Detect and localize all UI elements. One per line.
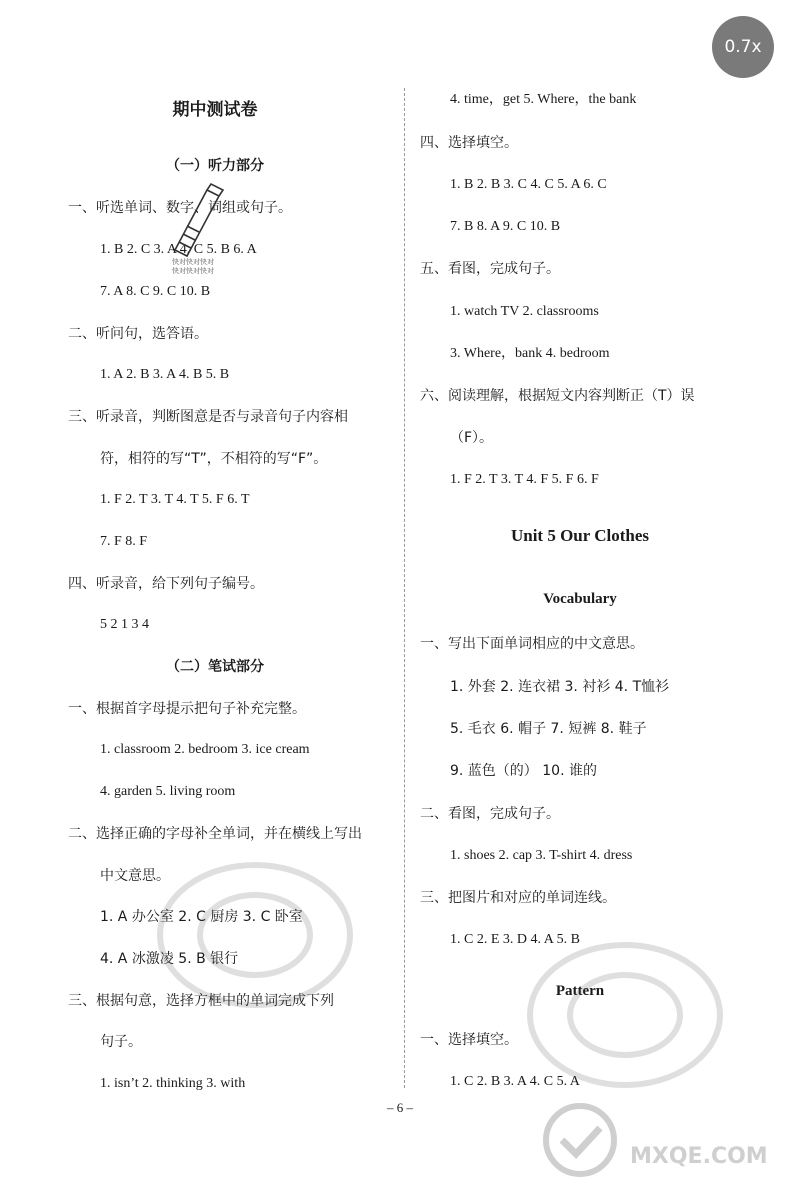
question-listen-3: 三、听录音，判断图意是否与录音句子内容相 <box>68 409 348 425</box>
answer-line: 1. A 办公室 2. C 厨房 3. C 卧室 <box>100 909 303 925</box>
answer-line: 1. 外套 2. 连衣裙 3. 衬衫 4. T恤衫 <box>450 679 670 695</box>
answer-line: 1. F 2. T 3. T 4. F 5. F 6. F <box>450 472 599 487</box>
question-written-1: 一、根据首字母提示把句子补充完整。 <box>68 701 306 717</box>
answer-line: 4. A 冰激凌 5. B 银行 <box>100 951 239 967</box>
question-fill-choice: 四、选择填空。 <box>420 135 518 151</box>
section-title-midterm: 期中测试卷 <box>172 100 258 120</box>
unit-title: Unit 5 Our Clothes <box>510 526 650 545</box>
question-listen-1: 一、听选单词、数字、词组或句子。 <box>68 200 292 216</box>
answer-line: 1. classroom 2. bedroom 3. ice cream <box>100 742 310 757</box>
logo-watermark-icon <box>150 850 360 1020</box>
question-written-3: 三、根据句意，选择方框中的单词完成下列 <box>68 993 334 1009</box>
answer-line: 7. F 8. F <box>100 534 148 549</box>
site-watermark <box>540 1100 790 1180</box>
question-listen-4: 四、听录音，给下列句子编号。 <box>68 576 264 592</box>
question-picture-sentences: 五、看图，完成句子。 <box>420 261 560 277</box>
answer-line: 1. watch TV 2. classrooms <box>450 304 599 319</box>
answer-line: 7. A 8. C 9. C 10. B <box>100 284 211 299</box>
answer-line: 1. shoes 2. cap 3. T-shirt 4. dress <box>450 848 633 863</box>
logo-watermark-icon <box>520 930 730 1100</box>
question-written-2: 二、选择正确的字母补全单词，并在横线上写出 <box>68 826 362 842</box>
answer-line: 4. garden 5. living room <box>100 784 236 799</box>
answer-line: 1. C 2. B 3. A 4. C 5. A <box>450 1074 580 1089</box>
question-vocab-1: 一、写出下面单词相应的中文意思。 <box>420 636 644 652</box>
stamp-text: 快对快对快对 快对快对快对 <box>172 258 214 275</box>
vocabulary-heading: Vocabulary <box>543 591 617 607</box>
zoom-level-badge[interactable]: 0.7x <box>712 16 774 78</box>
question-reading-cont: （F）。 <box>450 430 494 446</box>
question-listen-3-cont: 符，相符的写“T”，不相符的写“F”。 <box>100 451 328 467</box>
answer-line: 4. time，get 5. Where，the bank <box>450 92 637 107</box>
page-number: – 6 – <box>387 1100 413 1115</box>
question-written-3-cont: 句子。 <box>100 1034 142 1050</box>
answer-line: 1. B 2. C 3. A 4. C 5. B 6. A <box>100 242 257 257</box>
answer-line: 1. A 2. B 3. A 4. B 5. B <box>100 367 230 382</box>
pattern-heading: Pattern <box>555 983 605 999</box>
written-part-heading: （二）笔试部分 <box>166 659 264 675</box>
answer-line: 3. Where，bank 4. bedroom <box>450 346 610 361</box>
answer-line: 7. B 8. A 9. C 10. B <box>450 219 561 234</box>
site-watermark-text: MXQE.COM <box>630 1144 768 1169</box>
answer-line: 1. isn’t 2. thinking 3. with <box>100 1076 246 1091</box>
answer-line: 1. F 2. T 3. T 4. T 5. F 6. T <box>100 492 250 507</box>
question-reading: 六、阅读理解，根据短文内容判断正（T）误 <box>420 388 695 404</box>
answer-line: 5 2 1 3 4 <box>100 617 149 632</box>
column-divider <box>404 88 405 1088</box>
answer-line: 1. C 2. E 3. D 4. A 5. B <box>450 932 580 947</box>
site-logo-icon <box>540 1100 620 1180</box>
question-pattern-1: 一、选择填空。 <box>420 1032 518 1048</box>
pencil-icon <box>165 180 225 260</box>
listening-part-heading: （一）听力部分 <box>166 158 264 174</box>
question-listen-2: 二、听问句，选答语。 <box>68 326 208 342</box>
answer-line: 5. 毛衣 6. 帽子 7. 短裤 8. 鞋子 <box>450 721 647 737</box>
answer-line: 9. 蓝色（的） 10. 谁的 <box>450 763 597 779</box>
question-written-2-cont: 中文意思。 <box>100 868 170 884</box>
answer-line: 1. B 2. B 3. C 4. C 5. A 6. C <box>450 177 607 192</box>
question-vocab-2: 二、看图，完成句子。 <box>420 806 560 822</box>
question-vocab-3: 三、把图片和对应的单词连线。 <box>420 890 616 906</box>
